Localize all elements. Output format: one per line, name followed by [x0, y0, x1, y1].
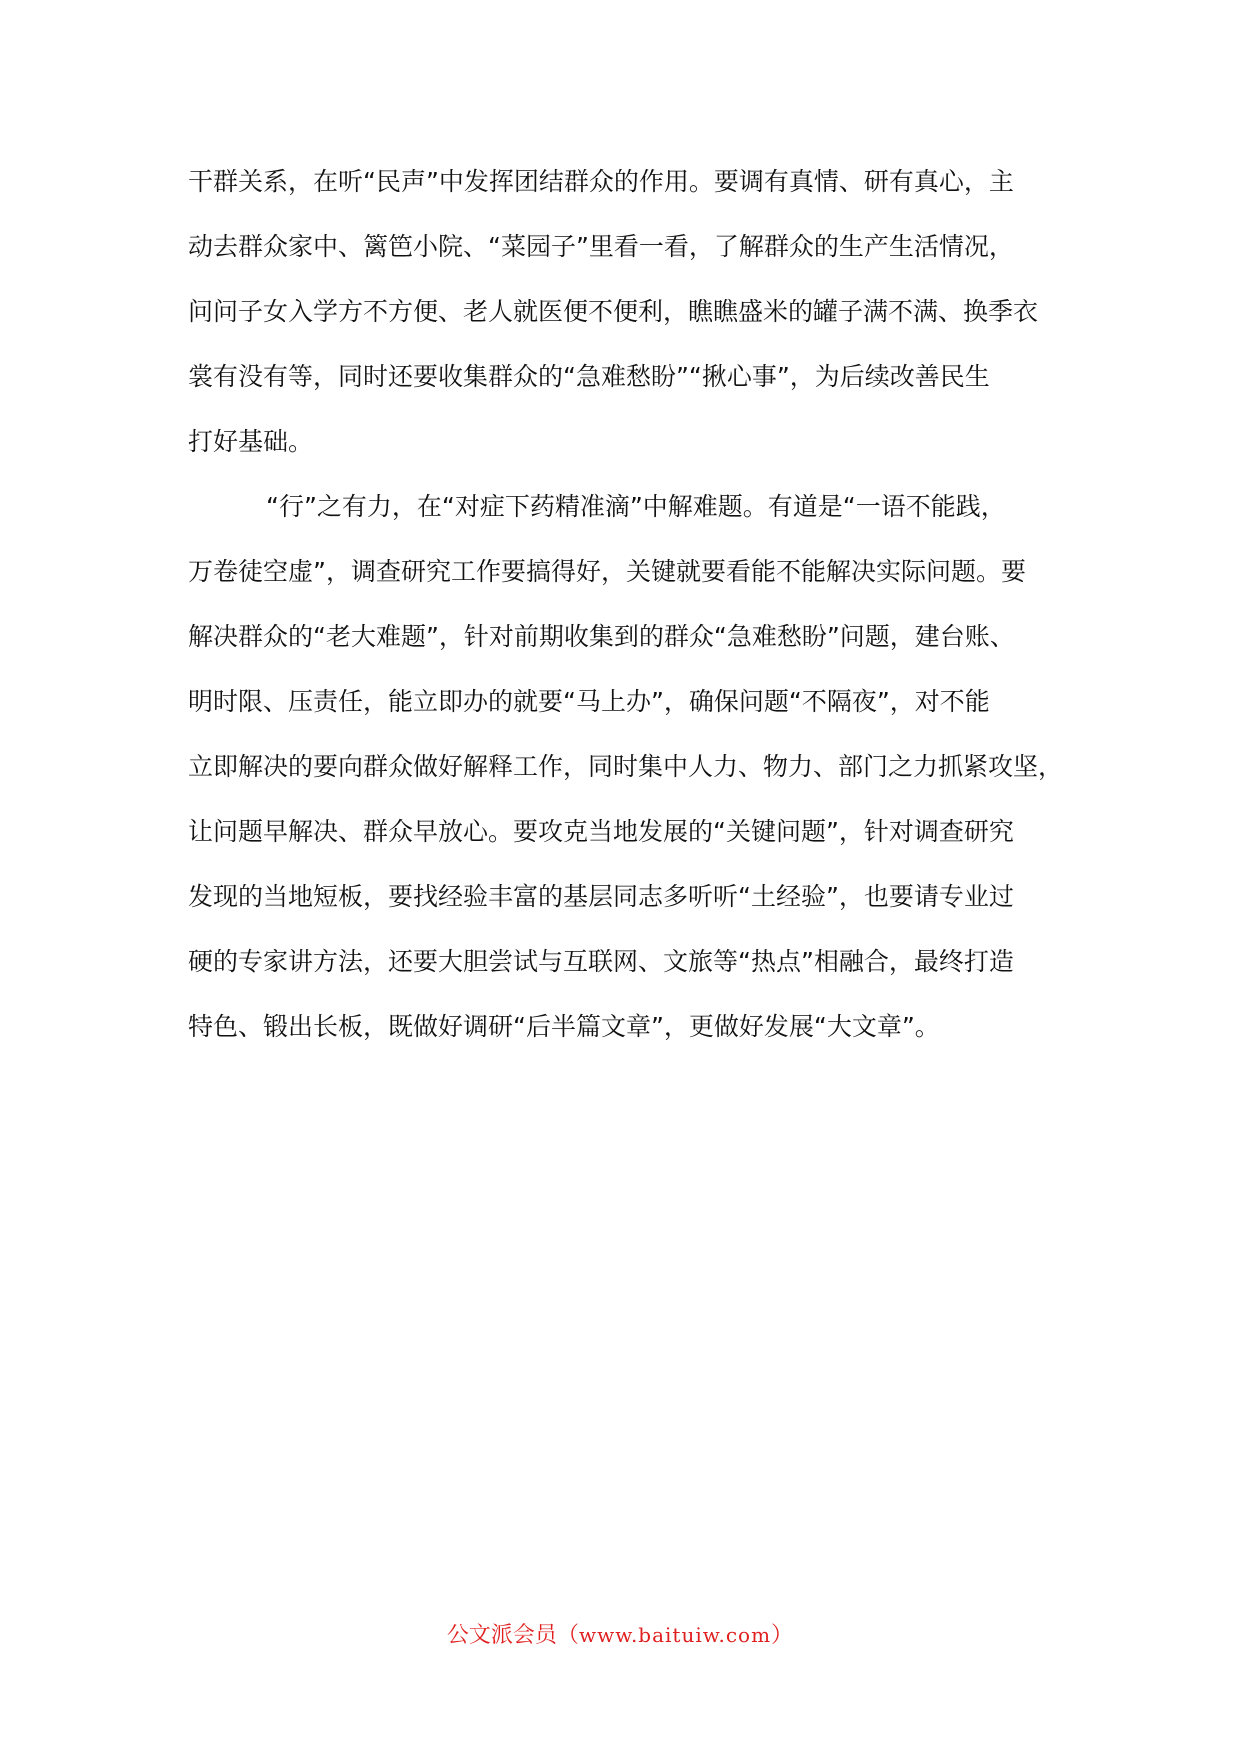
footer-url-link[interactable]: www.baituiw.com [578, 1623, 772, 1647]
paragraph-line: 让问题早解决、群众早放心。要攻克当地发展的“关键问题”，针对调查研究 [188, 817, 1014, 846]
document-body [188, 166, 1068, 1076]
footer-watermark [0, 1620, 1240, 1651]
paragraph-line: 问问子女入学方不方便、老人就医便不便利，瞧瞧盛米的罐子满不满、换季衣 [188, 297, 1039, 326]
paragraph-line: 打好基础。 [188, 427, 314, 456]
footer-paren-open: （ [556, 1623, 579, 1648]
paragraph-line: 解决群众的“老大难题”，针对前期收集到的群众“急难愁盼”问题，建台账、 [188, 622, 1015, 651]
paragraph-line: 万卷徒空虚”，调查研究工作要搞得好，关键就要看能不能解决实际问题。要 [188, 557, 1026, 586]
paragraph-1 [188, 166, 1068, 491]
paragraph-line: 干群关系，在听“民声”中发挥团结群众的作用。要调有真情、研有真心，主 [188, 167, 1014, 196]
paragraph-line: 特色、锻出长板，既做好调研“后半篇文章”，更做好发展“大文章”。 [188, 1012, 940, 1041]
paragraph-line: 立即解决的要向群众做好解释工作，同时集中人力、物力、部门之力抓紧攻坚， [188, 752, 1064, 781]
paragraph-line: “行”之有力，在“对症下药精准滴”中解难题。有道是“一语不能践， [266, 492, 1006, 521]
paragraph-line: 发现的当地短板，要找经验丰富的基层同志多听听“土经验”，也要请专业过 [188, 882, 1014, 911]
paragraph-line: 明时限、压责任，能立即办的就要“马上办”，确保问题“不隔夜”，对不能 [188, 687, 990, 716]
paragraph-2 [188, 491, 1068, 1076]
paragraph-line: 动去群众家中、篱笆小院、“菜园子”里看一看，了解群众的生产生活情况， [188, 232, 1014, 261]
footer-paren-close: ） [771, 1623, 794, 1648]
footer-brand: 公文派会员 [446, 1623, 557, 1648]
paragraph-line: 裳有没有等，同时还要收集群众的“急难愁盼”“揪心事”，为后续改善民生 [188, 362, 990, 391]
paragraph-line: 硬的专家讲方法，还要大胆尝试与互联网、文旅等“热点”相融合，最终打造 [188, 947, 1014, 976]
